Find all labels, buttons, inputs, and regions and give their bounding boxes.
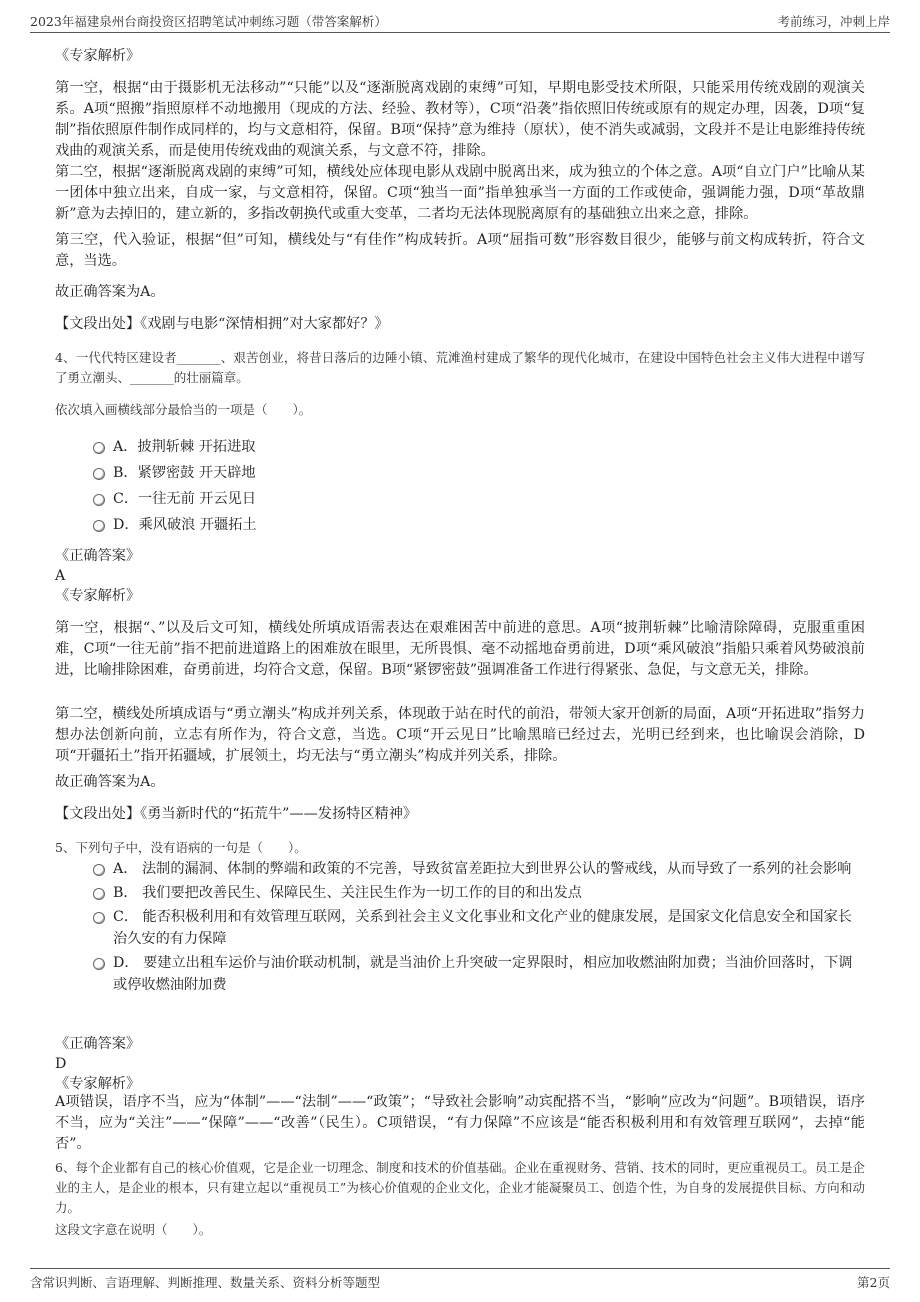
radio-icon[interactable] <box>93 468 105 480</box>
radio-icon[interactable] <box>93 520 105 532</box>
radio-icon[interactable] <box>93 442 105 454</box>
page-header <box>30 8 890 33</box>
q5-option-c[interactable]: C． 能否积极利用和有效管理互联网，关系到社会主义文化事业和文化产业的健康发展，是国家文化信息安全和国家长治久安的有力保障 <box>55 906 865 950</box>
q3-analysis-label: 《专家解析》 <box>55 48 141 64</box>
q4-analysis-para2: 第二空，横线处所填成语与“勇立潮头”构成并列关系，体现敢于站在时代的前沿，带领大家开创新的局面，A项“开拓进取”指努力想办法创新向前，立志有所作为，符合文意，当选。C项“开云见日”比喻黑暗已经过去，光明已经到来，也比喻误会消除，D项“开疆拓土”指开拓疆域，扩展领土，均无法与“勇立潮头”构成并列关系，排除。 <box>55 706 865 764</box>
q4-prompt: 依次填入画横线部分最恰当的一项是（ ）。 <box>55 402 312 417</box>
q3-analysis-para3: 第三空，代入验证，根据“但”可知，横线处与“有佳作”构成转折。A项“屈指可数”形容数目很少，能够与前文构成转折，符合文意，当选。 <box>55 232 865 269</box>
q4-analysis-label: 《专家解析》 <box>55 588 141 604</box>
q3-analysis-para1: 第一空，根据“由于摄影机无法移动”“只能”以及“逐渐脱离戏剧的束缚”可知，早期电影受技术所限，只能采用传统戏剧的观演关系。A项“照搬”指照原样不动地搬用（现成的方法、经验、教材等），C项“沿袭”指依照旧传统或原有的规定办理，因袭，D项“复制”指依照原件制作成同样的，均与文意相符，保留。B项“保持”意为维持（原状），使不消失或减弱，文段并不是让电影维持传统戏曲的观演关系，而是使用传统戏曲的观演关系，与文意不符，排除。 <box>55 80 865 159</box>
q4-analysis-para1: 第一空，根据“、”以及后文可知，横线处所填成语需表达在艰难困苦中前进的意思。A项“披荆斩棘”比喻清除障碍，克服重重困难，C项“一往无前”指不把前进道路上的困难放在眼里，无所畏惧、毫不动摇地奋勇前进，D项“乘风破浪”指船只乘着风势破浪前进，比喻排除困难，奋勇前进，均符合文意，保留。B项“紧锣密鼓”强调准备工作进行得紧张、急促，与文意无关，排除。 <box>55 620 865 678</box>
page-number: 第2页 <box>857 1275 890 1290</box>
q6-stem: 6、每个企业都有自己的核心价值观，它是企业一切理念、制度和技术的价值基础。企业在重视财务、营销、技术的同时，更应重视员工。员工是企业的主人，是企业的根本，只有建立起以“重视员工”为核心价值观的企业文化，企业才能凝聚员工、创造个性，为自身的发展提供目标、方向和动力。 <box>55 1160 865 1215</box>
q4-answer: A <box>55 568 66 584</box>
radio-icon[interactable] <box>93 888 105 900</box>
q5-option-b[interactable]: B． 我们要把改善民生、保障民生、关注民生作为一切工作的目的和出发点 <box>55 882 865 904</box>
radio-icon[interactable] <box>93 912 105 924</box>
q5-stem: 5、下列句子中，没有语病的一句是（ ）。 <box>55 840 307 855</box>
footer-categories: 含常识判断、言语理解、判断推理、数量关系、资料分析等题型 <box>30 1275 381 1290</box>
q4-source: 【文段出处】《勇当新时代的“拓荒牛”——发扬特区精神》 <box>55 806 418 822</box>
radio-icon[interactable] <box>93 864 105 876</box>
q3-source: 【文段出处】《戏剧与电影“深情相拥”对大家都好？》 <box>55 316 389 332</box>
q4-stem: 4、一代代特区建设者_______、艰苦创业，将昔日落后的边陲小镇、荒滩渔村建成了繁华的现代化城市，在建设中国特色社会主义伟大进程中谱写了勇立潮头、_______的壮丽篇章。 <box>55 350 865 385</box>
document-title: 2023年福建泉州台商投资区招聘笔试冲刺练习题（带答案解析） <box>30 14 387 29</box>
q5-analysis-para1: A项错误，语序不当，应为“体制”——“法制”——“政策”；“导致社会影响”动宾配搭不当，“影响”应改为“问题”。B项错误，语序不当，应为“关注”——“保障”——“改善”（民生）。C项错误，“有力保障”不应该是“能否积极利用和有效管理互联网”，去掉“能否”。 <box>55 1094 865 1152</box>
q5-answer: D <box>55 1056 67 1072</box>
q4-option-d[interactable]: D．乘风破浪 开疆拓土 <box>55 514 865 536</box>
q5-option-d[interactable]: D． 要建立出租车运价与油价联动机制，就是当油价上升突破一定界限时，相应加收燃油附加费；当油价回落时，下调或停收燃油附加费 <box>55 952 865 996</box>
q4-option-a[interactable]: A．披荆斩棘 开拓进取 <box>55 436 865 458</box>
q5-analysis-label: 《专家解析》 <box>55 1076 141 1092</box>
radio-icon[interactable] <box>93 494 105 506</box>
q6-prompt: 这段文字意在说明（ ）。 <box>55 1222 212 1237</box>
radio-icon[interactable] <box>93 958 105 970</box>
q4-option-b[interactable]: B．紧锣密鼓 开天辟地 <box>55 462 865 484</box>
q4-conclusion: 故正确答案为A。 <box>55 774 165 790</box>
q5-options <box>55 858 865 996</box>
header-slogan: 考前练习，冲刺上岸 <box>777 14 890 29</box>
q5-option-a[interactable]: A． 法制的漏洞、体制的弊端和政策的不完善，导致贫富差距拉大到世界公认的警戒线，从而导致了一系列的社会影响 <box>55 858 865 880</box>
page-footer <box>30 1268 890 1293</box>
q4-options <box>55 436 865 536</box>
q4-option-c[interactable]: C．一往无前 开云见日 <box>55 488 865 510</box>
q3-analysis-para2: 第二空，根据“逐渐脱离戏剧的束缚”可知，横线处应体现电影从戏剧中脱离出来，成为独立的个体之意。A项“自立门户”比喻从某一团体中独立出来，自成一家，与文意相符，保留。C项“独当一面”指单独承当一方面的工作或使命，强调能力强，D项“革故鼎新”意为去掉旧的，建立新的，多指改朝换代或重大变革，二者均无法体现脱离原有的基础独立出来之意，排除。 <box>55 164 865 222</box>
q4-answer-label: 《正确答案》 <box>55 548 141 564</box>
q3-conclusion: 故正确答案为A。 <box>55 284 165 300</box>
q5-answer-label: 《正确答案》 <box>55 1036 141 1052</box>
